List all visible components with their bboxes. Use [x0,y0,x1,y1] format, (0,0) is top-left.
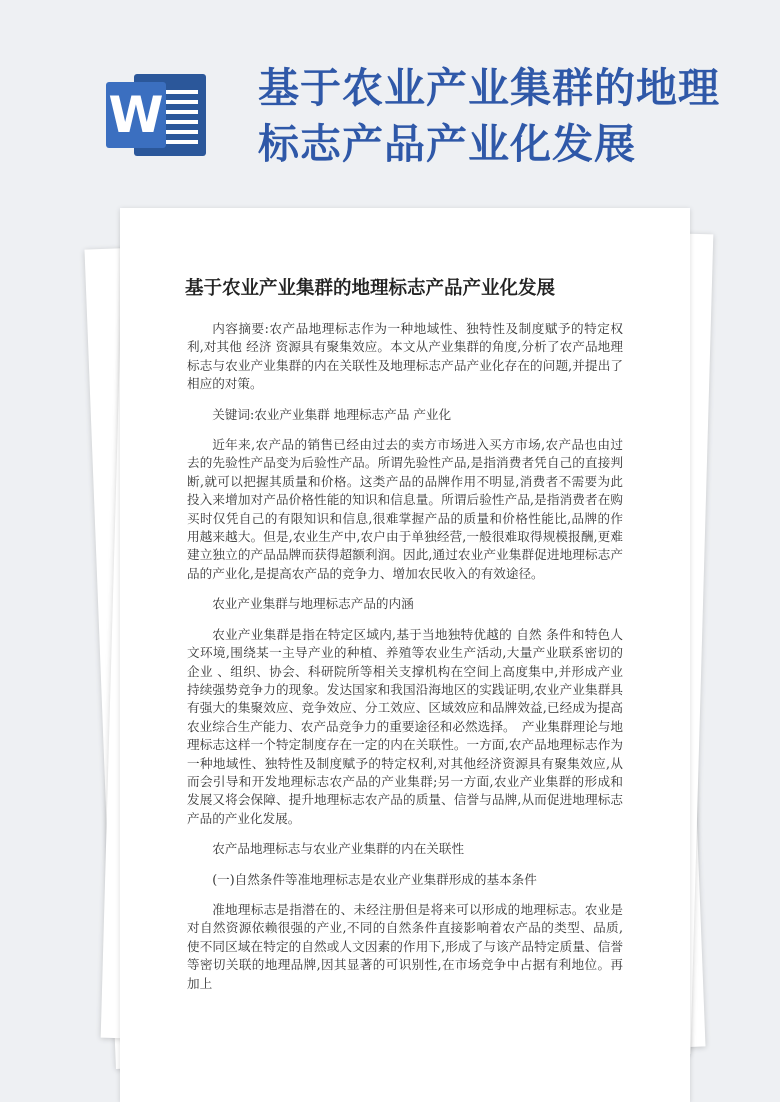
section-heading: 农业产业集群与地理标志产品的内涵 [212,596,414,612]
banner [0,0,780,205]
document-body [187,320,623,1005]
document-title: 基于农业产业集群的地理标志产品产业化发展 [185,278,556,299]
body-paragraph: 农业产业集群是指在特定区域内,基于当地独特优越的 自然 条件和特色人文环境,围绕某一主导产业的种植、养殖等农业生产活动,大量产业联系密切的 企业 、组织、协会、科研院所等相关支撑机构在空间上高度集中,并形成产业持续强势竞争力的现象。发达国家和我国沿海地区的实践证明,农业产业集群具有强大的集聚效应、竞争效应、分工效应、区域效应和品牌效益,已经成为提高农业综合生产能力、农产品竞争力的重要途径和必然选择。 产业集群理论与地理标志这样一个特定制度存在一定的内在关联性。一方面,农产品地理标志作为一种地域性、独特性及制度赋予的特定权利,对其他经济资源具有聚集效应,从而会引导和开发地理标志农产品的产业集群;另一方面,农业产业集群的形成和发展又将会保障、提升地理标志农产品的质量、信誉与品牌,从而促进地理标志产品的产业化发展。 [187,626,623,826]
abstract-paragraph: 内容摘要:农产品地理标志作为一种地域性、独特性及制度赋予的特定权利,对其他 经济 资源具有聚集效应。本文从产业集群的角度,分析了农产品地理标志与农业产业集群的内在关联性及地理标志产品产业化存在的问题,并提出了相应的对策。 [187,321,623,392]
word-icon-letter: W [106,82,166,148]
word-icon [106,68,210,160]
banner-title: 基于农业产业集群的地理标志产品产业化发展 [258,64,720,168]
subsection-heading: (一)自然条件等准地理标志是农业产业集群形成的基本条件 [212,871,537,887]
section-heading: 农产品地理标志与农业产业集群的内在关联性 [212,841,465,857]
keywords-paragraph: 关键词:农业产业集群 地理标志产品 产业化 [212,406,452,422]
document-page [120,208,690,1102]
body-paragraph: 近年来,农产品的销售已经由过去的卖方市场进入买方市场,农产品也由过去的先验性产品变为后验性产品。所谓先验性产品,是指消费者凭自己的直接判断,就可以把握其质量和价格。这类产品的品牌作用不明显,消费者不需要为此投入来增加对产品价格性能的知识和信息量。所谓后验性产品,是指消费者在购买时仅凭自己的有限知识和信息,很难掌握产品的质量和价格性能比,品牌的作用越来越大。但是,农业生产中,农户由于单独经营,一般很难取得规模报酬,更难建立独立的产品品牌而获得超额利润。因此,通过农业产业集群促进地理标志产品的产业化,是提高农产品的竞争力、增加农民收入的有效途径。 [187,437,623,581]
body-paragraph: 准地理标志是指潜在的、未经注册但是将来可以形成的地理标志。农业是对自然资源依赖很强的产业,不同的自然条件直接影响着农产品的类型、品质,使不同区域在特定的自然或人文因素的作用下,形成了与该产品特定质量、信誉等密切关联的地理品牌,因其显著的可识别性,在市场竞争中占据有利地位。再加上 [187,901,623,991]
